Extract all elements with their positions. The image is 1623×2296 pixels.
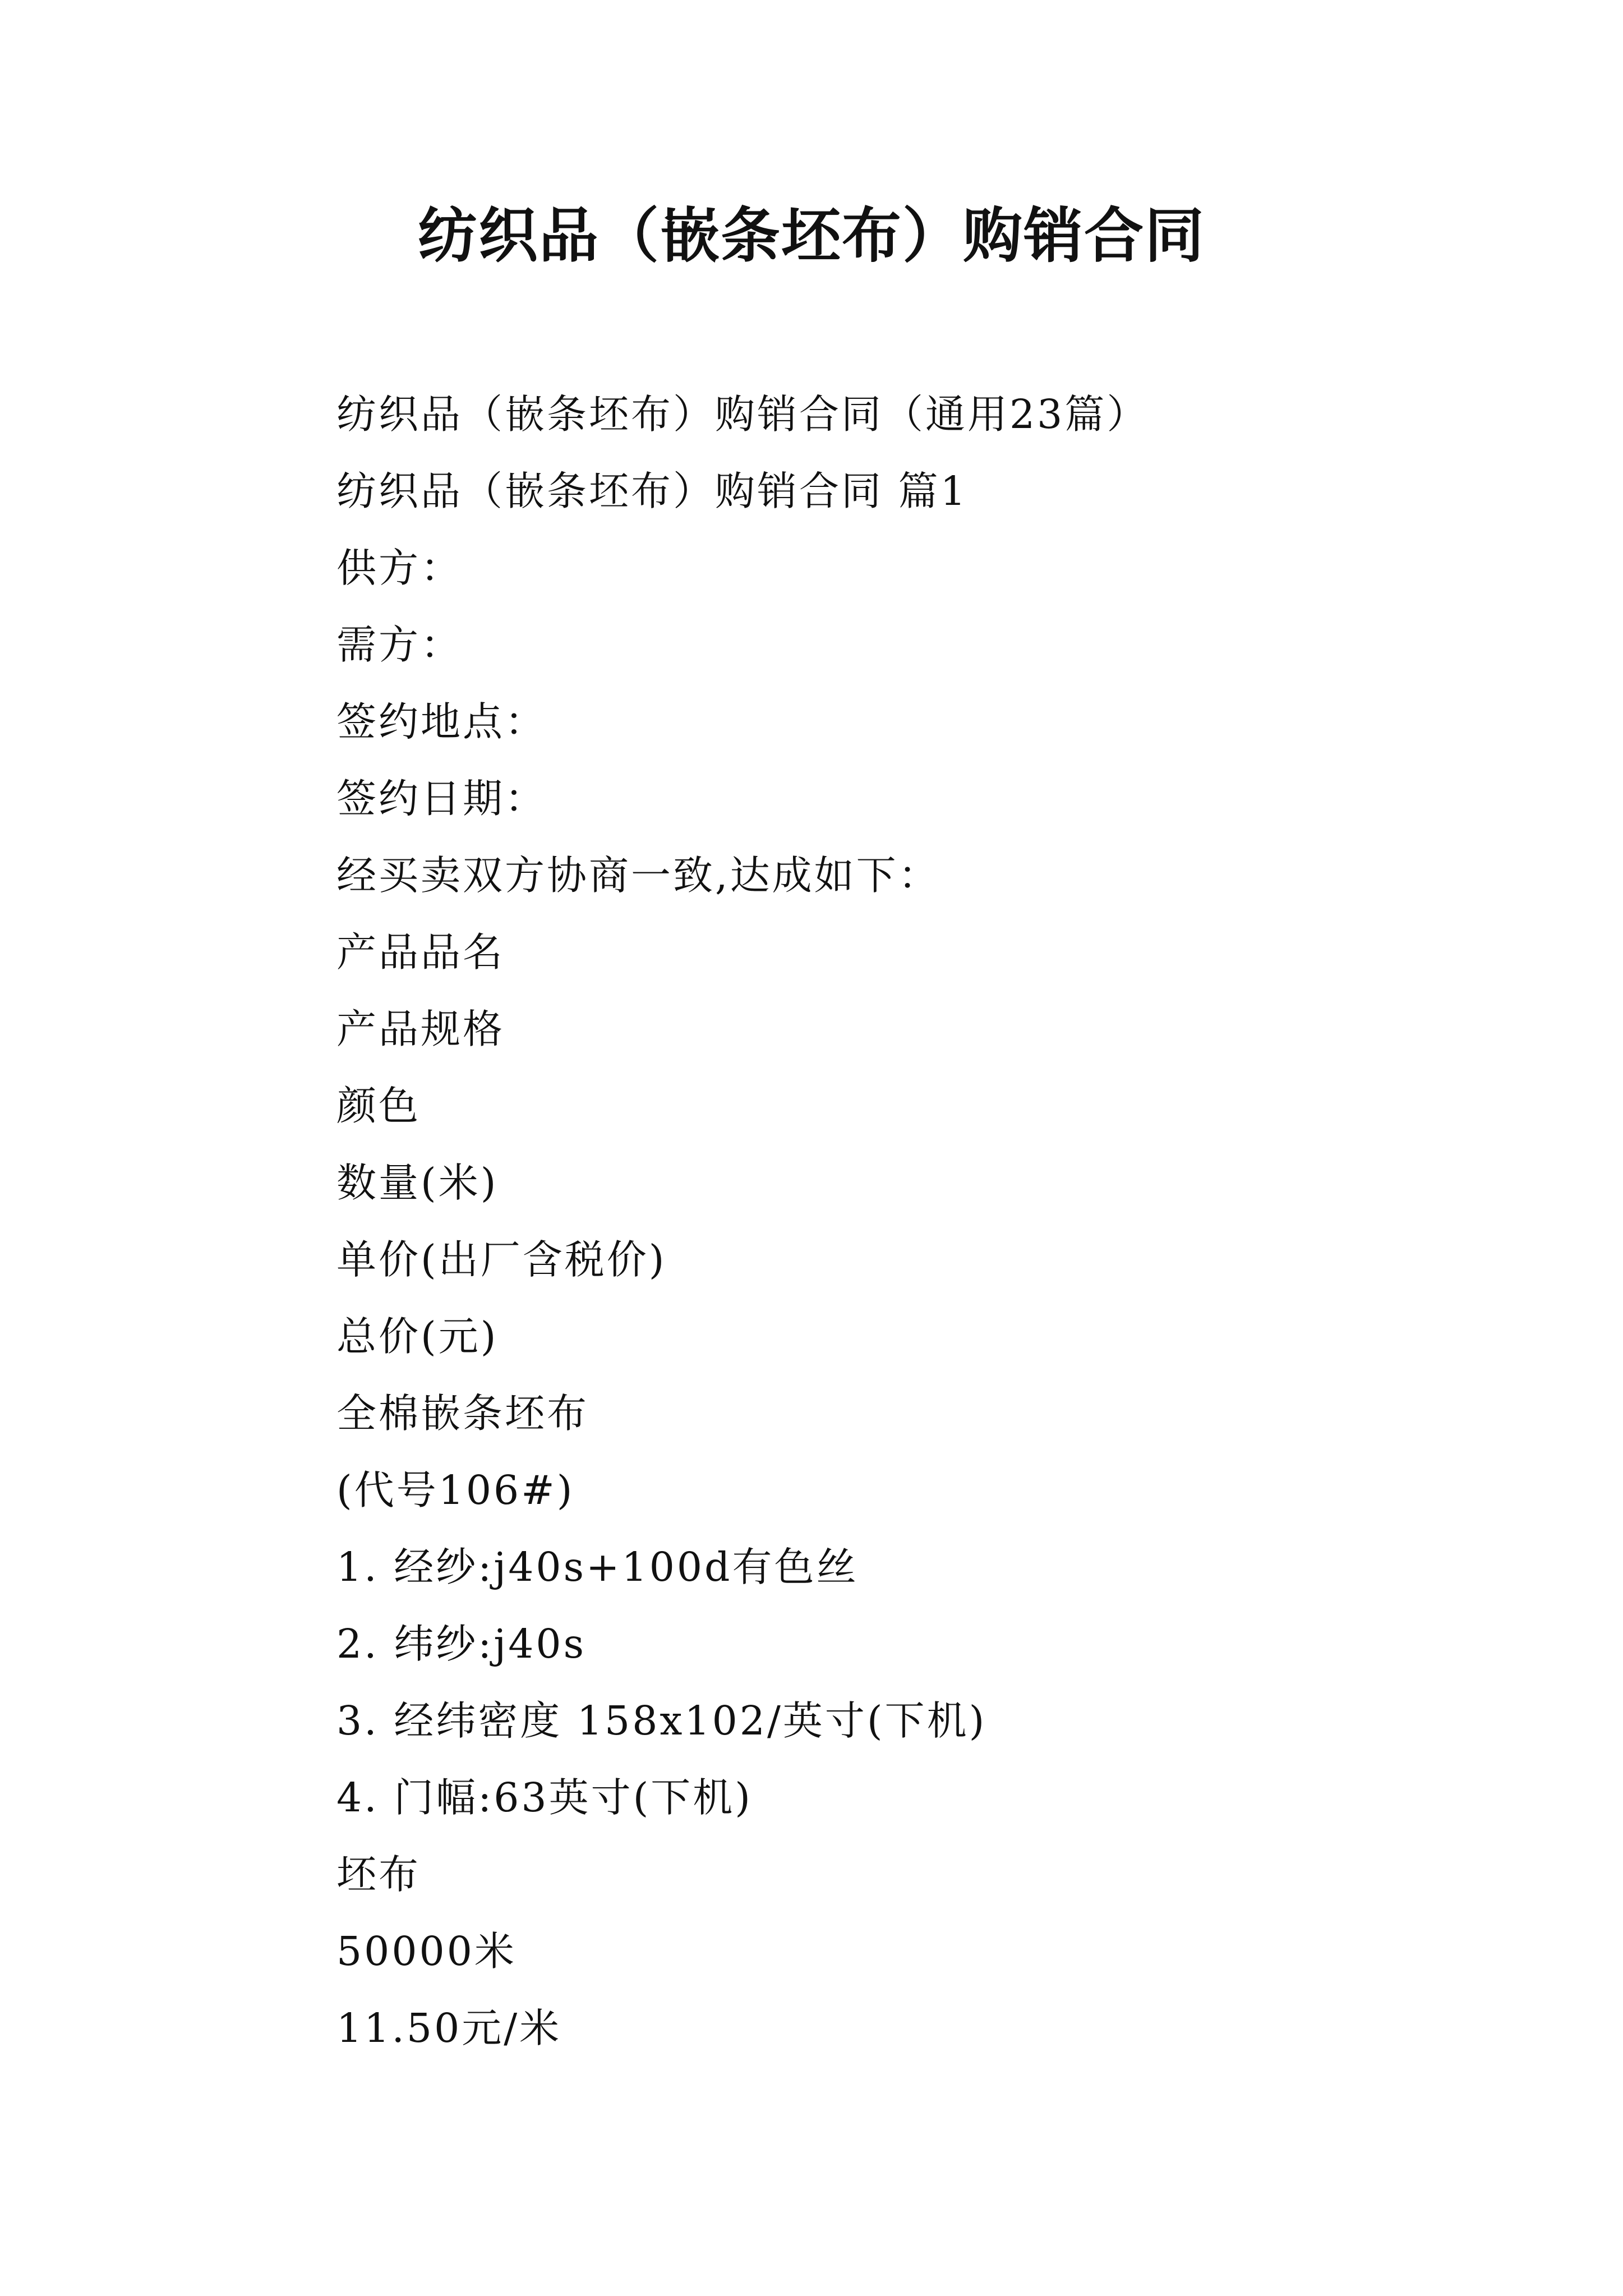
text-line-product-detail: 全棉嵌条坯布 xyxy=(336,1390,589,1437)
text-line-article-heading: 纺织品（嵌条坯布）购销合同 篇1 xyxy=(336,468,968,514)
text-line-weft-yarn: 2. 纬纱:j40s xyxy=(336,1621,587,1667)
text-line-quantity: 数量(米) xyxy=(336,1159,499,1206)
text-line-warp-yarn: 1. 经纱:j40s+100d有色丝 xyxy=(336,1544,859,1590)
text-line-total-price: 总价(元) xyxy=(336,1313,499,1360)
text-line-density: 3. 经纬密度 158x102/英寸(下机) xyxy=(336,1697,987,1744)
text-line-unit-price: 单价(出厂含税价) xyxy=(336,1236,667,1283)
text-line-contract-heading: 纺织品（嵌条坯布）购销合同（通用23篇） xyxy=(336,391,1149,438)
text-line-agreement: 经买卖双方协商一致,达成如下： xyxy=(336,852,940,899)
text-line-buyer: 需方： xyxy=(336,622,463,668)
text-line-product-name: 产品品名 xyxy=(336,929,505,976)
text-line-code: (代号106#) xyxy=(336,1467,575,1513)
text-line-length: 50000米 xyxy=(336,1928,517,1975)
text-line-greige: 坯布 xyxy=(336,1851,421,1898)
text-line-supplier: 供方： xyxy=(336,545,463,591)
text-line-price-per-meter: 11.50元/米 xyxy=(336,2005,562,2051)
text-line-width: 4. 门幅:63英寸(下机) xyxy=(336,1774,753,1821)
text-line-product-spec: 产品规格 xyxy=(336,1006,505,1052)
text-line-color: 颜色 xyxy=(336,1083,421,1129)
document-body xyxy=(336,376,1542,2067)
text-line-signing-date: 签约日期： xyxy=(336,775,547,822)
document-title: 纺织品（嵌条坯布）购销合同 xyxy=(418,200,1205,270)
text-line-signing-place: 签约地点： xyxy=(336,698,547,745)
